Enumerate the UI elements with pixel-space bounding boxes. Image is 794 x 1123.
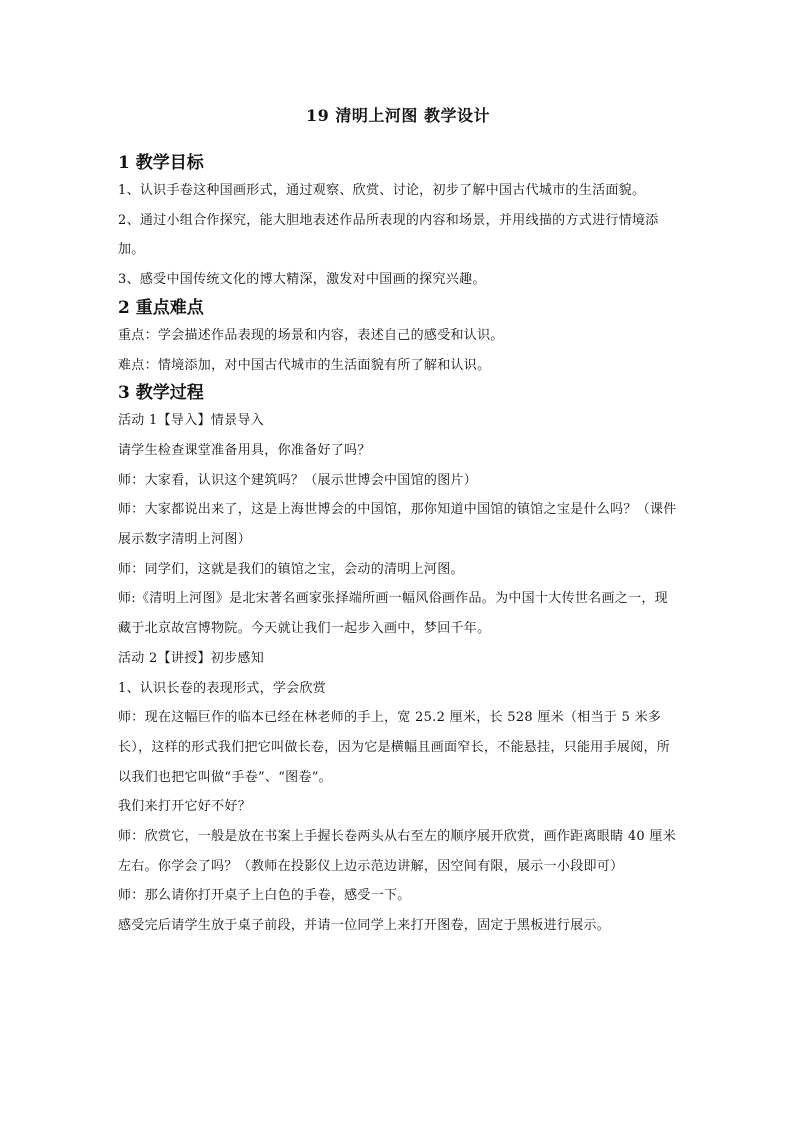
process-paragraph: 感受完后请学生放于桌子前段，并请一位同学上来打开图卷，固定于黑板进行展示。 [118, 918, 611, 934]
process-paragraph: 1、认识长卷的表现形式，学会欣赏 [118, 680, 327, 696]
objective-paragraph: 3、感受中国传统文化的博大精深，激发对中国画的探究兴趣。 [118, 272, 486, 288]
objective-paragraph: 2、通过小组合作探究，能大胆地表述作品所表现的内容和场景，并用线描的方式进行情境添加。 [118, 212, 659, 258]
key-point-paragraph: 重点：学会描述作品表现的场景和内容，表述自己的感受和认识。 [118, 327, 504, 343]
key-point-paragraph: 难点：情境添加，对中国古代城市的生活面貌有所了解和认识。 [118, 357, 491, 373]
process-paragraph: 师：大家看，认识这个建筑吗？（展示世博会中国馆的图片） [118, 472, 478, 488]
activity-label: 活动 2【讲授】初步感知 [118, 650, 265, 666]
section-heading-process: 3 教学过程 [118, 383, 204, 404]
objective-paragraph: 1、认识手卷这种国画形式，通过观察、欣赏、讨论，初步了解中国古代城市的生活面貌。 [118, 183, 646, 198]
process-paragraph: 我们来打开它好不好？ [118, 799, 252, 815]
activity-label: 活动 1【导入】情景导入 [118, 413, 265, 429]
process-paragraph: 师：欣赏它，一般是放在书案上手握长卷两头从右至左的顺序展开欣赏，画作距离眼睛 40 厘米左右。你学会了吗？（教师在投影仪上边示范边讲解，因空间有限，展示一小段即可） [118, 829, 677, 874]
process-paragraph: 师：那么请你打开桌子上白色的手卷，感受一下。 [118, 888, 411, 904]
section-heading-objectives: 1 教学目标 [118, 153, 204, 173]
process-paragraph: 师：大家都说出来了，这是上海世博会的中国馆，那你知道中国馆的镇馆之宝是什么吗？（课件展示数字清明上河图） [118, 502, 677, 548]
process-paragraph: 师：同学们，这就是我们的镇馆之宝，会动的清明上河图。 [118, 561, 464, 577]
process-paragraph: 师：现在这幅巨作的临本已经在林老师的手上，宽 25.2 厘米，长 528 厘米（相当于 5 米多长），这样的形式我们把它叫做长卷，因为它是横幅且画面窄长，不能悬挂，只能用手展阅，所以我们也把它叫做“手卷”、“图卷”。 [118, 710, 671, 785]
section-heading-key-points: 2 重点难点 [118, 297, 204, 318]
process-paragraph: 师:《清明上河图》是北宋著名画家张择端所画一幅风俗画作品。为中国十大传世名画之一，现藏于北京故宫博物院。今天就让我们一起步入画中，梦回千年。 [118, 591, 668, 637]
document-title: 19 清明上河图 教学设计 [306, 106, 490, 125]
process-paragraph: 请学生检查课堂准备用具，你准备好了吗？ [118, 442, 371, 458]
document-page [118, 104, 678, 941]
